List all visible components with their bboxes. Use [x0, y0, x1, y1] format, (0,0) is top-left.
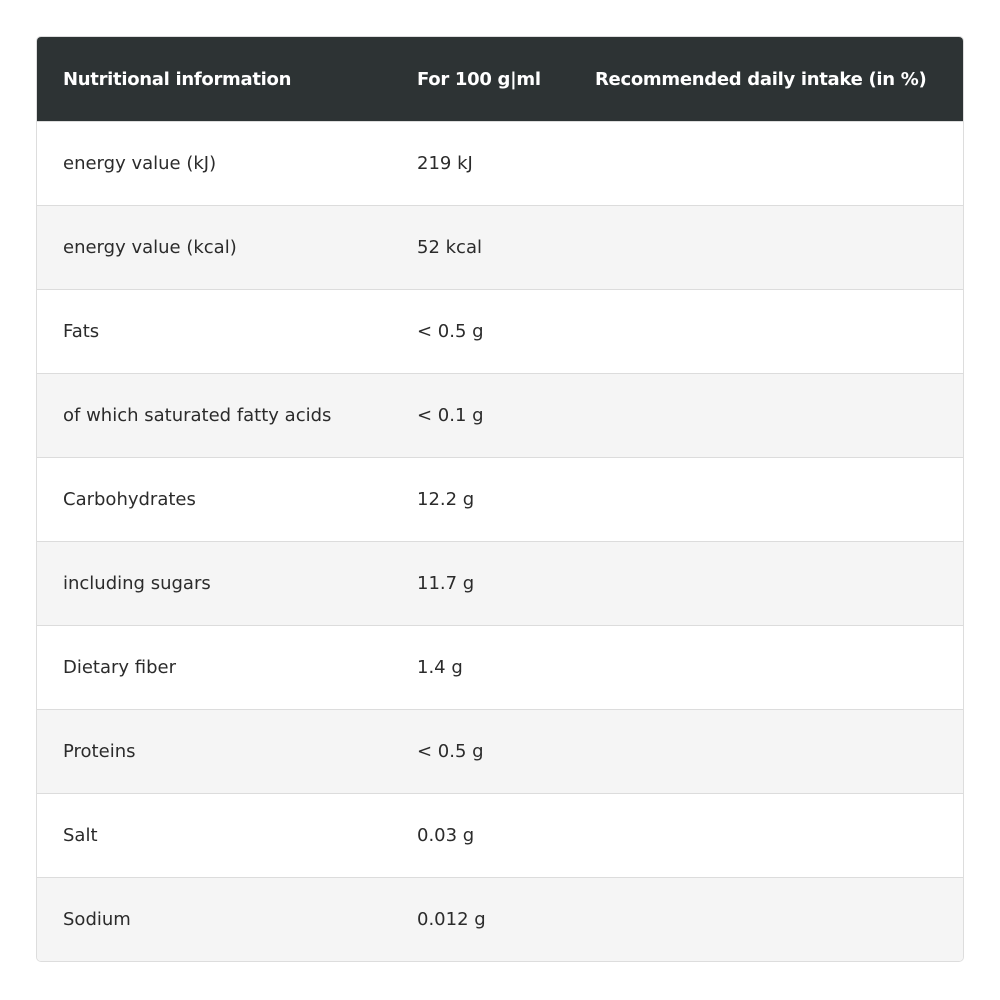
nutrient-amount: < 0.1 g: [417, 405, 484, 426]
nutrient-amount: 0.03 g: [417, 825, 475, 846]
nutrient-amount: 11.7 g: [417, 573, 475, 594]
nutrient-name: Proteins: [63, 741, 136, 762]
table-row: [37, 289, 963, 373]
nutrient-amount: 219 kJ: [417, 153, 473, 174]
table-row: [37, 457, 963, 541]
table-row: [37, 709, 963, 793]
nutrient-amount: 0.012 g: [417, 909, 486, 930]
nutrient-name: Carbohydrates: [63, 489, 196, 510]
table-row: [37, 625, 963, 709]
nutrient-amount: 12.2 g: [417, 489, 475, 510]
nutrient-amount: 1.4 g: [417, 657, 463, 678]
table-body: [37, 121, 963, 961]
nutrient-name: Fats: [63, 321, 100, 342]
table-row: [37, 121, 963, 205]
nutrient-amount: 52 kcal: [417, 237, 482, 258]
table-row: [37, 373, 963, 457]
nutrient-name: Sodium: [63, 909, 131, 930]
table-row: [37, 793, 963, 877]
header-per-100: For 100 g|ml: [417, 68, 541, 90]
nutrient-name: energy value (kJ): [63, 153, 217, 174]
nutrient-amount: < 0.5 g: [417, 741, 484, 762]
nutrient-name: Salt: [63, 825, 98, 846]
table-row: [37, 205, 963, 289]
table-row: [37, 541, 963, 625]
nutrient-amount: < 0.5 g: [417, 321, 484, 342]
table-row: [37, 877, 963, 961]
nutrient-name: of which saturated fatty acids: [63, 405, 332, 426]
header-daily-intake: Recommended daily intake (in %): [595, 68, 927, 90]
table-header: [37, 37, 963, 121]
nutrition-table: [36, 36, 964, 962]
header-nutritional-information: Nutritional information: [63, 68, 292, 90]
nutrient-name: energy value (kcal): [63, 237, 237, 258]
nutrient-name: Dietary fiber: [63, 657, 177, 678]
nutrient-name: including sugars: [63, 573, 211, 594]
